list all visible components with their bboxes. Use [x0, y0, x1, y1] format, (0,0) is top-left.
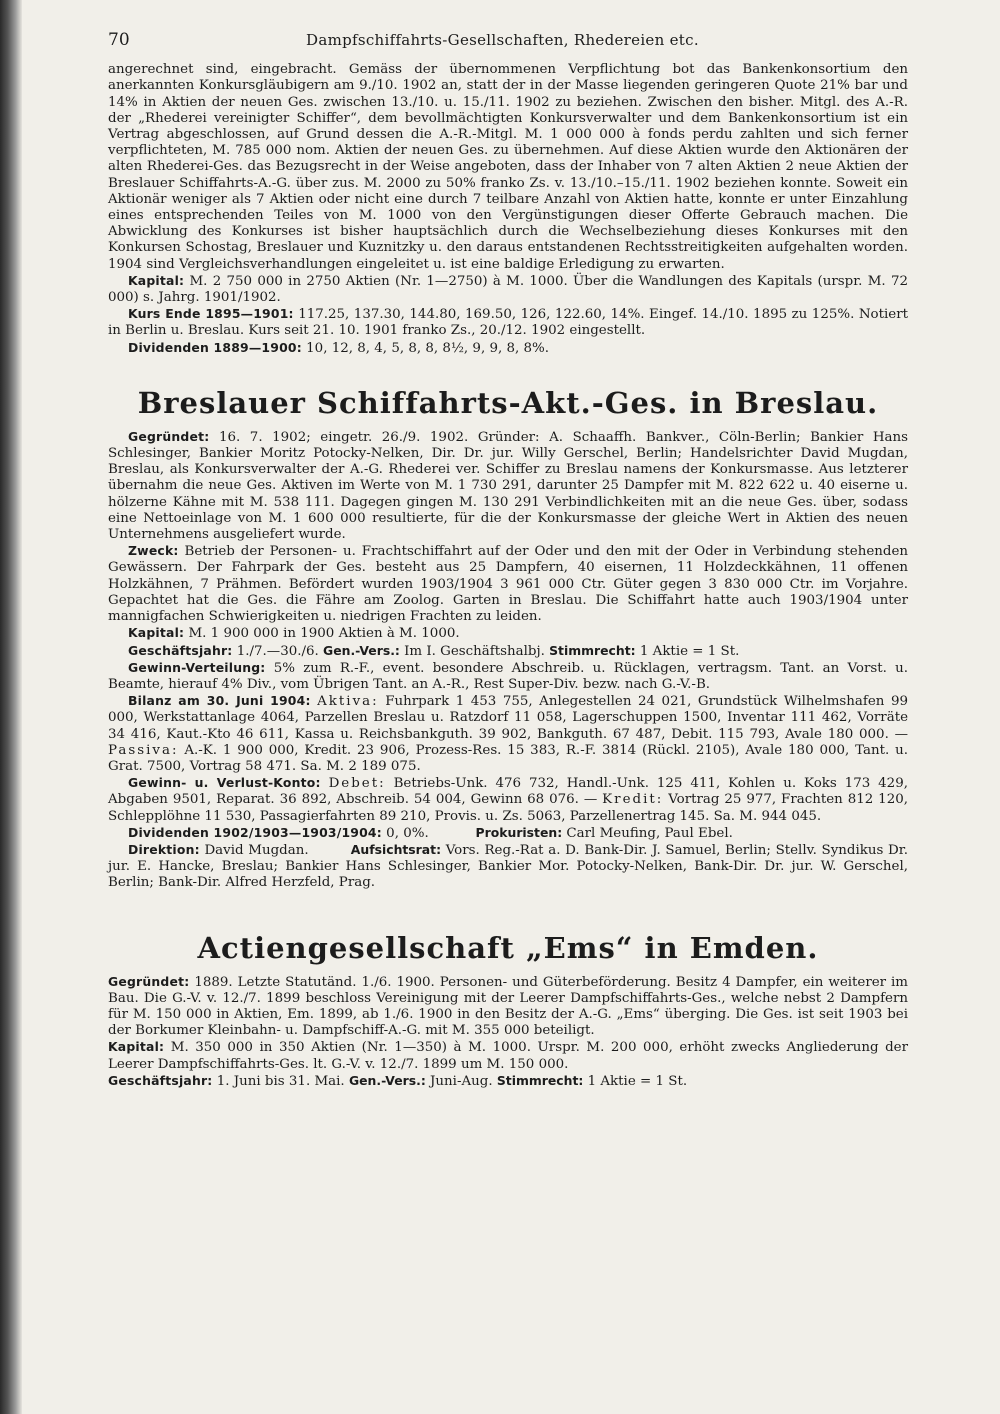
kapital-entry — [108, 625, 908, 642]
dividenden-label: Dividenden 1889—1900: — [128, 339, 302, 355]
zweck-text: Betrieb der Personen- u. Frachtschiffahrt auf der Oder und den mit der Oder in Verbindung stehenden Gewässern. Der Fahrpark der Ges. besteht aus 25 Dampfern, 40 eisernen, 11 Holzdeckkähnen, 11 offenen Holzkähnen, 7 Prähmen. Befördert wurden 1903/1904 3 961 000 Ctr. Güter gegen 3 830 000 Ctr. im Vorjahre. Gepachtet hat die Ges. die Fähre am Zoolog. Garten in Breslau. Die Schiffahrt hatte auch 1903/1904 unter mannigfachen Schwierigkeiten u. niedrigen Frachten zu leiden. — [108, 544, 908, 625]
aktiva-text: Fuhrpark 1 453 755, Anlegestellen 24 021, Grundstück Wilhelmshafen 99 000, Werkstattanlage 4064, Parzellen Breslau u. Ratzdorf 11 058, Lagerschuppen 1500, Inventar 111 462, Vorräte 34 416, Kaut.-Kto 46 611, Kassa u. Reichsbankguth. 39 902, Bankguth. 67 487, Debit. 115 793, Avale 180 000. — — [108, 694, 908, 742]
stimmrecht-text: 1 Aktie = 1 St. — [639, 643, 740, 659]
ems-company-section — [108, 930, 908, 1090]
bilanz-entry — [108, 693, 908, 775]
company-title: Actiengesellschaft „Ems“ in Emden. — [197, 930, 819, 965]
gegruendet-entry — [108, 974, 908, 1040]
kapital-text: M. 2 750 000 in 2750 Aktien (Nr. 1—2750) à M. 1000. Über die Wandlungen des Kapitals (urspr. M. 72 000) s. Jahrg. 1901/1902. — [108, 273, 908, 306]
stimmrecht-label: Stimmrecht: — [549, 642, 636, 658]
gegruendet-text: 16. 7. 1902; eingetr. 26./9. 1902. Gründer: A. Schaaffh. Bankver., Cöln-Berlin; Bankier Hans Schlesinger, Bankier Moritz Potocky-Nelken, Dir. Dr. jur. Willy Gerschel, Berlin; Handelsrichter David Mugdan, Breslau, als Konkursverwalter der A.-G. Rhederei ver. Schiffer zu Breslau namens der Konkursmasse. Aus letzterer übernahm die neue Ges. Aktiven im Werte von M. 1 730 291, darunter 25 Dampfer mit M. 822 622 u. 40 eiserne u. hölzerne Kähne mit M. 538 111. Dagegen gingen M. 130 291 Verbindlichkeiten mit an die neue Ges. über, sodass eine Nettoeinlage von M. 1 600 000 resultierte, für die der Konkursmasse der gleiche Wert in Aktien des neuen Unternehmens ausgeliefert wurde. — [108, 429, 908, 543]
genvers-label: Gen.-Vers.: — [323, 642, 400, 658]
kapital-text: M. 350 000 in 350 Aktien (Nr. 1—350) à M. 1000. Urspr. M. 200 000, erhöht zwecks Angliederung der Leerer Dampfschiffahrts-Ges. lt. G.-V. v. 12./7. 1899 um M. 150 000. — [108, 1040, 908, 1072]
kapital-label: Kapital: — [108, 1039, 165, 1055]
geschaeftsjahr-label: Geschäftsjahr: — [108, 1072, 213, 1088]
zweck-entry — [108, 543, 908, 625]
kurs-text: 117.25, 137.30, 144.80, 169.50, 126, 122.60, 14%. Eingef. 14./10. 1895 zu 125%. Notiert in Berlin u. Breslau. Kurs seit 21. 10. 1901 franko Zs., 20./12. 1902 eingestellt. — [108, 307, 908, 339]
debet-text: Betriebs-Unk. 476 732, Handl.-Unk. 125 411, Kohlen u. Koks 173 429, Abgaben 9501, Reparat. 36 892, Abschreib. 54 004, Gewinn 68 076. — — [108, 776, 908, 808]
debet-word: Debet: — [328, 776, 386, 792]
gewinn-verteilung-label: Gewinn-Verteilung: — [128, 659, 266, 675]
stimmrecht-text: 1 Aktie = 1 St. — [587, 1073, 688, 1089]
page — [108, 32, 908, 1090]
aufsichtsrat-text: Vors. Reg.-Rat a. D. Bank-Dir. J. Samuel, Berlin; Stellv. Syndikus Dr. jur. E. Hancke, Breslau; Bankier Hans Schlesinger, Bankier Mor. Potocky-Nelken, Bank-Dir. Dr. jur. W. Gerschel, Berlin; Bank-Dir. Alfred Herzfeld, Prag. — [108, 842, 908, 891]
zweck-label: Zweck: — [128, 543, 179, 559]
stimmrecht-label: Stimmrecht: — [496, 1072, 584, 1088]
prokuristen-label: Prokuristen: — [475, 824, 563, 840]
prokuristen-text: Carl Meufing, Paul Ebel. — [566, 825, 733, 841]
running-title: Dampfschiffahrts-Gesellschaften, Rhedereien etc. — [306, 31, 699, 49]
geschaeftsjahr-label: Geschäftsjahr: — [128, 642, 233, 658]
dividenden-label: Dividenden 1902/1903—1903/1904: — [128, 824, 382, 840]
kredit-text: Vortrag 25 977, Frachten 812 120, Schlepplöhne 11 530, Passagierfahrten 89 210, Provis. u. Zs. 5063, Parzellenertrag 145. Sa. M. 944 045. — [108, 792, 909, 824]
genvers-text: Im I. Geschäftshalbj. — [404, 643, 545, 659]
kapital-entry — [108, 273, 908, 306]
previous-company-section — [108, 62, 908, 357]
kredit-word: Kredit: — [602, 792, 664, 808]
book-spine-shadow — [0, 0, 22, 1414]
direktion-label: Direktion: — [128, 841, 200, 857]
direktion-entry — [108, 842, 908, 892]
dividenden-text: 10, 12, 8, 4, 5, 8, 8, 8½, 9, 9, 8, 8%. — [306, 340, 550, 356]
genvers-label: Gen.-Vers.: — [348, 1072, 426, 1088]
guv-entry — [108, 775, 908, 825]
kurs-entry — [108, 306, 908, 339]
gegruendet-entry — [108, 429, 908, 543]
gewinn-verteilung-text: 5% zum R.-F., event. besondere Abschreib. u. Rücklagen, vertragsm. Tant. an Vorst. u. Beamte, hierauf 4% Div., vom Übrigen Tant. an A.-R., Rest Super-Div. bezw. nach G.-V.-B. — [108, 660, 908, 692]
page-number: 70 — [108, 30, 130, 50]
genvers-text: Juni-Aug. — [430, 1073, 493, 1089]
geschaeftsjahr-text: 1. Juni bis 31. Mai. — [216, 1073, 345, 1089]
gegruendet-text: 1889. Letzte Statutänd. 1./6. 1900. Personen- und Güterbeförderung. Besitz 4 Dampfer, ein weiterer im Bau. Die G.-V. v. 12./7. 1899 beschloss Vereinigung mit der Leerer Dampfschiffahrts-Ges., welche nebst 2 Dampfern für M. 150 000 in Aktien, Em. 1899, ab 1./6. 1900 in den Besitz der A.-G. „Ems“ überging. Die Ges. ist seit 1903 bei der Borkumer Kleinbahn- u. Dampfschiff-A.-G. mit M. 355 000 beteiligt. — [108, 974, 908, 1039]
gewinn-verteilung-entry — [108, 660, 908, 693]
gegruendet-label: Gegründet: — [108, 973, 190, 989]
gegruendet-label: Gegründet: — [128, 428, 210, 444]
passiva-text: A.-K. 1 900 000, Kredit. 23 906, Prozess-Res. 15 383, R.-F. 3814 (Rückl. 2105), Avale 180 000, Tant. u. Grat. 7500, Vortrag 58 471. Sa. M. 2 189 075. — [108, 742, 908, 774]
dividenden-entry — [108, 340, 908, 357]
passiva-word: Passiva: — [108, 742, 179, 758]
dividenden-entry — [108, 825, 908, 842]
kapital-entry — [108, 1039, 908, 1072]
aufsichtsrat-label: Aufsichtsrat: — [350, 841, 442, 857]
geschaeftsjahr-text: 1./7.—30./6. — [236, 643, 319, 659]
kurs-label: Kurs Ende 1895—1901: — [128, 306, 294, 322]
konkurs-paragraph: angerechnet sind, eingebracht. Gemäss der übernommenen Verpflichtung bot das Bankenkonsortium den anerkannten Konkursgläubigern am 9./10. 1902 an, statt der in der Masse liegenden geringeren Quote 21% bar und 14% in Aktien der neuen Ges. zwischen 13./10. u. 15./11. 1902 zu beziehen. Zwischen den bisher. Mitgl. des A.-R. der „Rhederei vereinigter Schiffer“, dem bevollmächtigten Konkursverwalter und dem Bankenkonsortium ist ein Vertrag abgeschlossen, auf Grund dessen die A.-R.-Mitgl. M. 1 000 000 à fonds perdu zahlten und sich ferner verpflichteten, M. 785 000 nom. Aktien der neuen Ges. zu übernehmen. Auf diese Aktien wurde den Aktionären der alten Rhederei-Ges. das Bezugsrecht in der Weise angeboten, dass der Inhaber von 7 alten Aktien 2 neue Aktien der Breslauer Schiffahrts-A.-G. über zus. M. 2000 zu 50% franko Zs. v. 13./10.–15./11. 1902 beziehen konnte. Soweit ein Aktionär weniger als 7 Aktien oder nicht eine durch 7 teilbare Anzahl von Aktien hatte, konnte er unter Einzahlung eines entsprechenden Teiles von M. 1000 von den Vergünstigungen dieser Offerte Gebrauch machen. Die Abwicklung des Konkurses ist bisher hauptsächlich durch die Wechselbeziehung dieses Konkurses mit den Konkursen Schostag, Breslauer und Kuznitzky u. den daraus entstandenen Rechtsstreitigkeiten aufgehalten worden. 1904 sind Vergleichsverhandlungen eingeleitet u. ist eine baldige Erledigung zu erwarten. — [108, 62, 908, 272]
direktion-text: David Mugdan. — [204, 842, 309, 858]
kapital-label: Kapital: — [128, 625, 185, 641]
kapital-label: Kapital: — [128, 272, 185, 288]
aktiva-word: Aktiva: — [317, 694, 379, 710]
breslauer-company-section — [108, 385, 908, 892]
geschaeftsjahr-entry — [108, 1073, 908, 1090]
dividenden-text: 0, 0%. — [386, 825, 429, 841]
guv-label: Gewinn- u. Verlust-Konto: — [128, 775, 321, 791]
bilanz-label: Bilanz am 30. Juni 1904: — [128, 693, 311, 709]
geschaeftsjahr-entry — [108, 643, 908, 660]
running-head — [108, 32, 908, 48]
kapital-text: M. 1 900 000 in 1900 Aktien à M. 1000. — [188, 626, 460, 642]
company-title: Breslauer Schiffahrts-Akt.-Ges. in Breslau. — [137, 385, 879, 420]
